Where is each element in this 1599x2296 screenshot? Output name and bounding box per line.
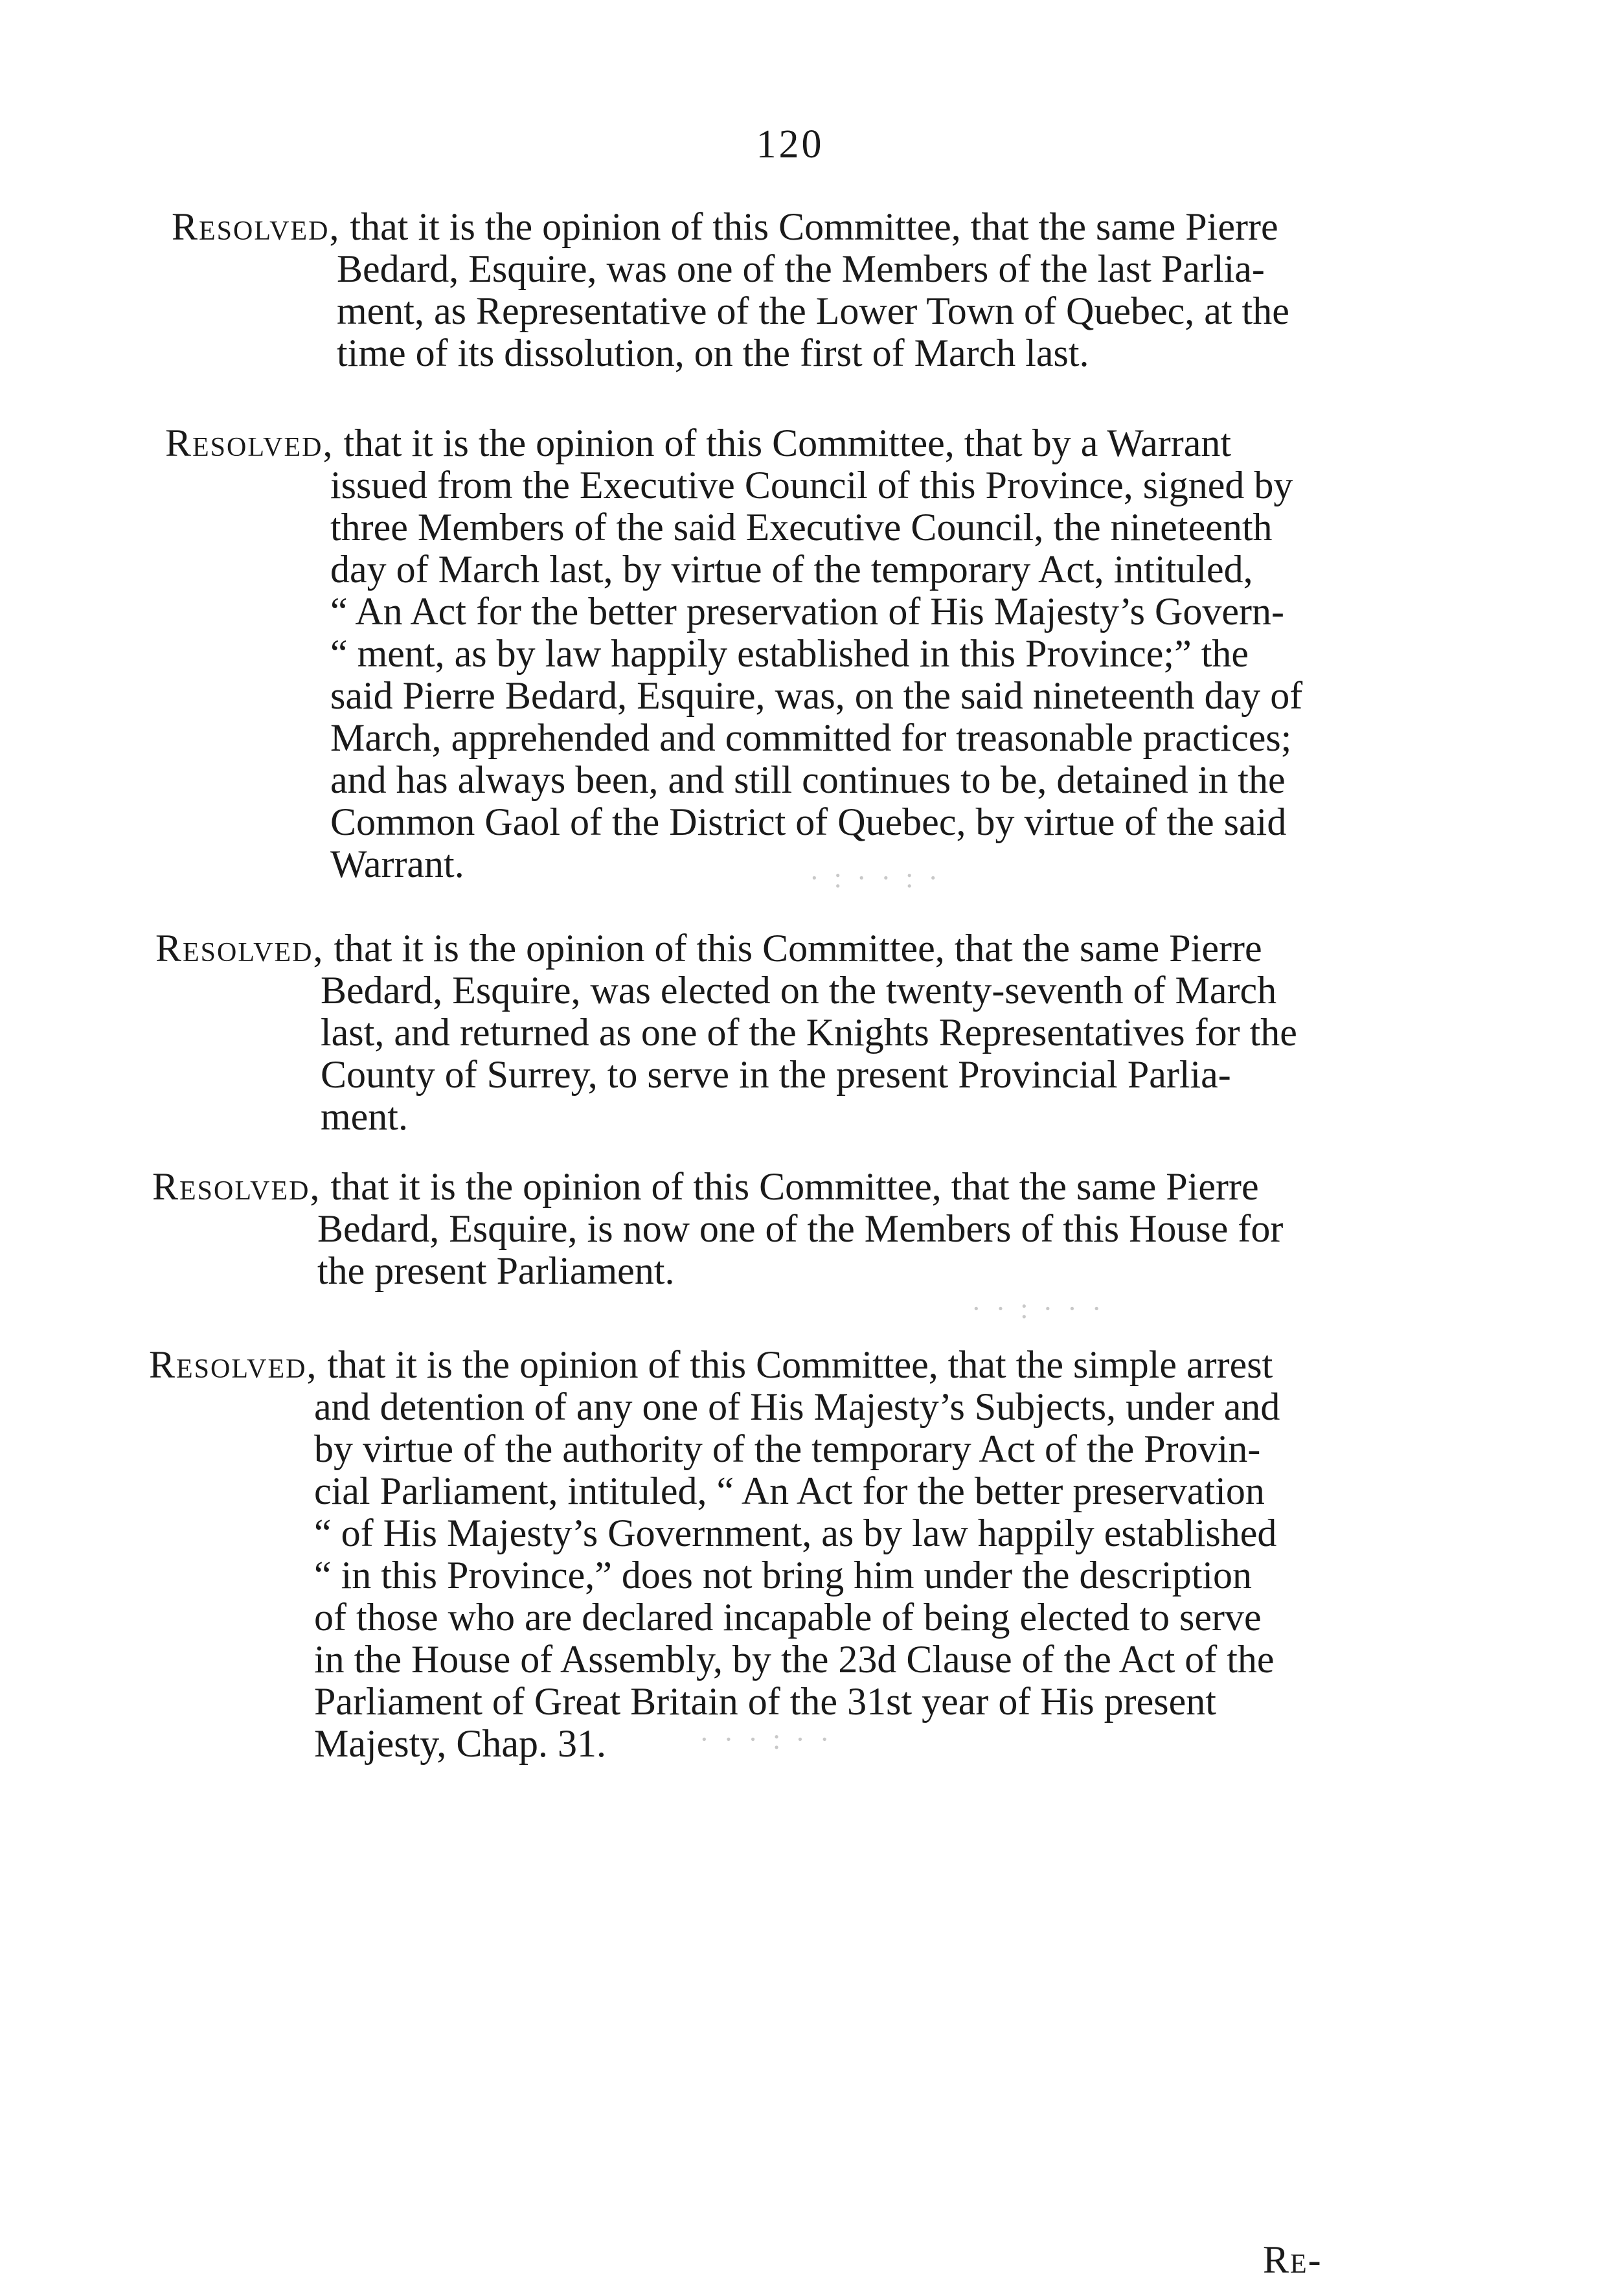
resolution-line: March, apprehended and committed for treasonable practices;	[330, 716, 1292, 759]
resolved-keyword: Resolved,	[172, 205, 341, 248]
resolution-3	[155, 927, 1386, 1138]
resolution-text: that it is the opinion of this Committee, that by a Warrant	[343, 422, 1231, 464]
resolution-line: Warrant.	[330, 843, 464, 885]
resolved-keyword: Resolved,	[155, 927, 324, 970]
resolution-line: time of its dissolution, on the first of March last.	[337, 332, 1089, 374]
resolution-line: of those who are declared incapable of being elected to serve	[314, 1596, 1262, 1639]
resolution-text: that it is the opinion of this Committee, that the simple arrest	[327, 1343, 1273, 1386]
resolution-line	[149, 1344, 1379, 1386]
resolution-text: that it is the opinion of this Committee, that the same Pierre	[334, 927, 1262, 970]
resolution-line: and detention of any one of His Majesty’s Subjects, under and	[314, 1385, 1280, 1428]
resolution-line: three Members of the said Executive Council, the nineteenth	[330, 506, 1273, 549]
scan-noise-mark: · · : · · ·	[971, 1293, 1106, 1324]
resolution-line: Bedard, Esquire, is now one of the Members of this House for	[317, 1207, 1284, 1250]
resolution-line: Common Gaol of the District of Quebec, by virtue of the said	[330, 801, 1287, 843]
resolution-text: that it is the opinion of this Committee, that the same Pierre	[330, 1165, 1259, 1208]
scan-noise-mark: · · · : · ·	[699, 1723, 834, 1755]
resolution-line	[165, 422, 1396, 464]
resolution-4	[152, 1166, 1383, 1292]
resolution-line: ment, as Representative of the Lower Town of Quebec, at the	[337, 290, 1289, 332]
resolution-line: ment.	[321, 1095, 408, 1138]
resolution-line: by virtue of the authority of the temporary Act of the Provin-	[314, 1427, 1261, 1470]
resolution-line: “ ment, as by law happily established in this Province;” the	[330, 632, 1249, 675]
resolution-line: Bedard, Esquire, was elected on the twenty-seventh of March	[321, 969, 1277, 1012]
resolution-line: Parliament of Great Britain of the 31st year of His present	[314, 1680, 1216, 1723]
resolution-line: issued from the Executive Council of this Province, signed by	[330, 464, 1293, 506]
resolution-line: last, and returned as one of the Knights Representatives for the	[321, 1011, 1297, 1054]
resolution-line: County of Surrey, to serve in the present Provincial Parlia-	[321, 1053, 1231, 1096]
resolution-line: Bedard, Esquire, was one of the Members of the last Parlia-	[337, 247, 1265, 290]
resolution-line: day of March last, by virtue of the temporary Act, intituled,	[330, 548, 1253, 591]
resolution-line: the present Parliament.	[317, 1249, 675, 1292]
resolution-line: “ An Act for the better preservation of His Majesty’s Govern-	[330, 590, 1284, 633]
resolution-line	[172, 206, 1402, 248]
resolution-line: Majesty, Chap. 31.	[314, 1722, 607, 1765]
resolved-keyword: Resolved,	[149, 1343, 318, 1386]
catchword: Re-	[1263, 2238, 1322, 2281]
resolved-keyword: Resolved,	[165, 422, 334, 464]
resolution-line	[155, 927, 1386, 970]
resolution-1	[172, 206, 1402, 374]
resolution-line: cial Parliament, intituled, “ An Act for the better preservation	[314, 1470, 1265, 1512]
resolution-text: that it is the opinion of this Committee, that the same Pierre	[350, 205, 1278, 248]
page-number: 120	[756, 122, 824, 166]
resolution-line: and has always been, and still continues to be, detained in the	[330, 758, 1286, 801]
resolution-5	[149, 1344, 1379, 1765]
resolution-line: in the House of Assembly, by the 23d Clause of the Act of the	[314, 1638, 1275, 1681]
scan-noise-mark: · : · · : ·	[810, 862, 942, 894]
resolution-line: “ of His Majesty’s Government, as by law happily established	[314, 1512, 1277, 1554]
resolution-line: “ in this Province,” does not bring him under the description	[314, 1554, 1253, 1597]
resolution-line	[152, 1166, 1383, 1208]
resolution-2	[165, 422, 1396, 885]
resolved-keyword: Resolved,	[152, 1165, 321, 1208]
resolution-line: said Pierre Bedard, Esquire, was, on the said nineteenth day of	[330, 674, 1303, 717]
